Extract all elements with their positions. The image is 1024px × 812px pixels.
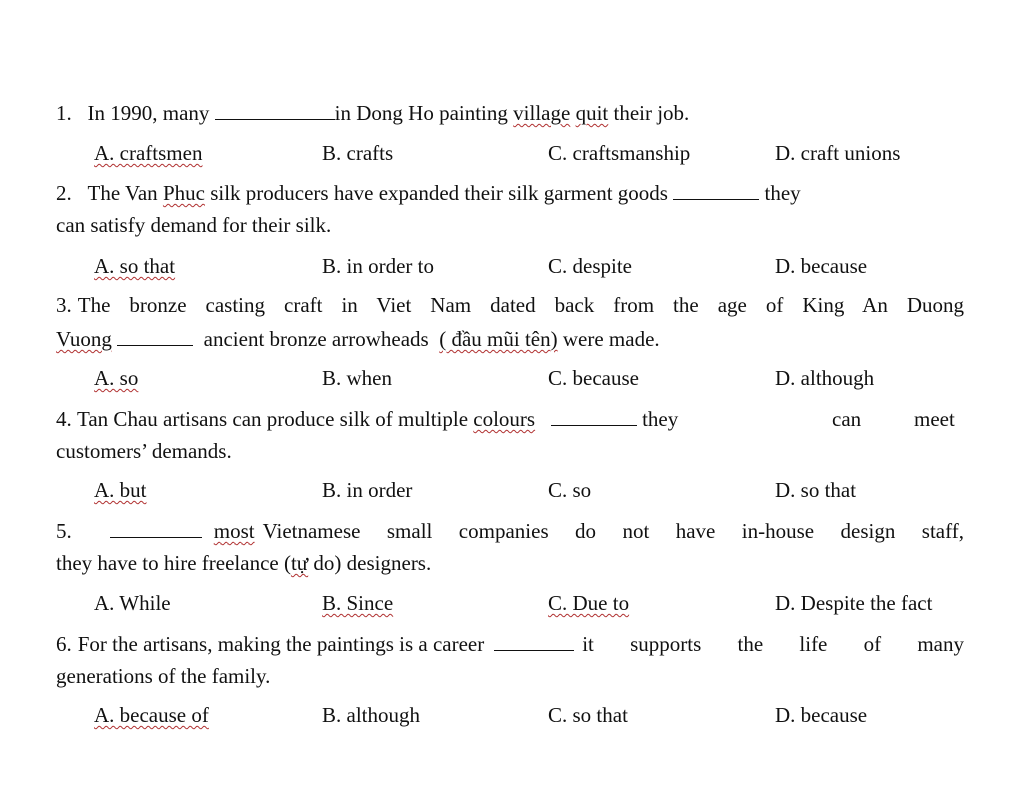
question-4-line-2: [56, 438, 232, 464]
option-c[interactable]: C. so that: [548, 703, 628, 727]
question-text: In 1990, many: [87, 101, 215, 125]
question-number: 6.: [56, 632, 72, 656]
question-text: can: [832, 407, 862, 431]
option-c[interactable]: C. Due to: [548, 591, 630, 615]
option-b[interactable]: B. when: [322, 366, 392, 390]
question-number: 3.: [56, 293, 72, 317]
question-text: in Dong Ho painting: [334, 101, 514, 125]
answer-blank[interactable]: [110, 536, 202, 538]
option-d[interactable]: D. because: [775, 254, 868, 278]
option-b[interactable]: B. in order to: [322, 254, 434, 278]
spellcheck-word: village: [513, 101, 571, 125]
question-text: do) designers.: [308, 551, 432, 575]
option-c[interactable]: C. because: [548, 366, 639, 390]
question-5-line-1: [56, 518, 964, 544]
question-4-line-1: [56, 406, 964, 432]
question-5-line-2: [56, 550, 431, 576]
question-text: they have to hire freelance (: [56, 551, 291, 575]
question-text: were made.: [562, 327, 660, 351]
option-a[interactable]: A. craftsmen: [94, 141, 203, 165]
option-d[interactable]: D. Despite the fact: [775, 591, 933, 615]
question-text: their job.: [608, 101, 690, 125]
question-6-line-1: [56, 631, 964, 657]
question-number: 5.: [56, 519, 72, 543]
answer-blank[interactable]: [551, 424, 637, 426]
option-a[interactable]: A. so: [94, 366, 139, 390]
spellcheck-word: colours: [473, 407, 536, 431]
question-text: it supports the life of many: [582, 632, 964, 656]
question-number: 1.: [56, 101, 72, 125]
question-text: customers’ demands.: [56, 439, 232, 463]
question-text: meet: [914, 407, 955, 431]
question-text: silk producers have expanded their silk garment goods: [204, 181, 668, 205]
option-c[interactable]: C. so: [548, 478, 592, 502]
option-a[interactable]: A. because of: [94, 703, 209, 727]
answer-blank[interactable]: [215, 118, 335, 120]
question-text: The Van: [87, 181, 163, 205]
spellcheck-word: most: [213, 519, 255, 543]
question-text: generations of the family.: [56, 664, 271, 688]
option-d[interactable]: D. although: [775, 366, 875, 390]
question-text: they: [764, 181, 801, 205]
option-c[interactable]: C. despite: [548, 254, 632, 278]
answer-blank[interactable]: [117, 344, 193, 346]
question-1-line-1: [56, 100, 689, 126]
option-b[interactable]: B. although: [322, 703, 420, 727]
question-2-line-2: [56, 212, 331, 238]
option-d[interactable]: D. craft unions: [775, 141, 901, 165]
question-text: ancient bronze arrowheads: [203, 327, 429, 351]
question-3-line-2: [56, 326, 660, 352]
spellcheck-word: Phuc: [162, 181, 205, 205]
question-text: For the artisans, making the paintings is a career: [77, 632, 485, 656]
option-a[interactable]: A. but: [94, 478, 147, 502]
question-text: Tan Chau artisans can produce silk of multiple: [77, 407, 474, 431]
option-c[interactable]: C. craftsmanship: [548, 141, 691, 165]
option-b[interactable]: B. in order: [322, 478, 413, 502]
question-number: 2.: [56, 181, 72, 205]
option-a[interactable]: A. so that: [94, 254, 176, 278]
question-3-line-1: [56, 292, 964, 318]
option-d[interactable]: D. because: [775, 703, 868, 727]
question-text: they: [642, 407, 679, 431]
spellcheck-word: Vuong: [56, 327, 112, 351]
spellcheck-word: ( đầu mũi tên): [439, 327, 558, 351]
spellcheck-word: quit: [575, 101, 609, 125]
option-b[interactable]: B. crafts: [322, 141, 394, 165]
option-d[interactable]: D. so that: [775, 478, 857, 502]
answer-blank[interactable]: [494, 649, 574, 651]
option-b[interactable]: B. Since: [322, 591, 394, 615]
question-number: 4.: [56, 407, 72, 431]
question-text: Vietnamese small companies do not have in-house design staff,: [262, 519, 964, 543]
question-6-line-2: [56, 663, 270, 689]
spellcheck-word: tự: [290, 551, 309, 575]
option-a[interactable]: A. While: [94, 591, 171, 615]
question-2-line-1: [56, 180, 801, 206]
question-text: can satisfy demand for their silk.: [56, 213, 332, 237]
answer-blank[interactable]: [673, 198, 759, 200]
question-text: The bronze casting craft in Viet Nam dated back from the age of King An Duong: [77, 293, 964, 317]
